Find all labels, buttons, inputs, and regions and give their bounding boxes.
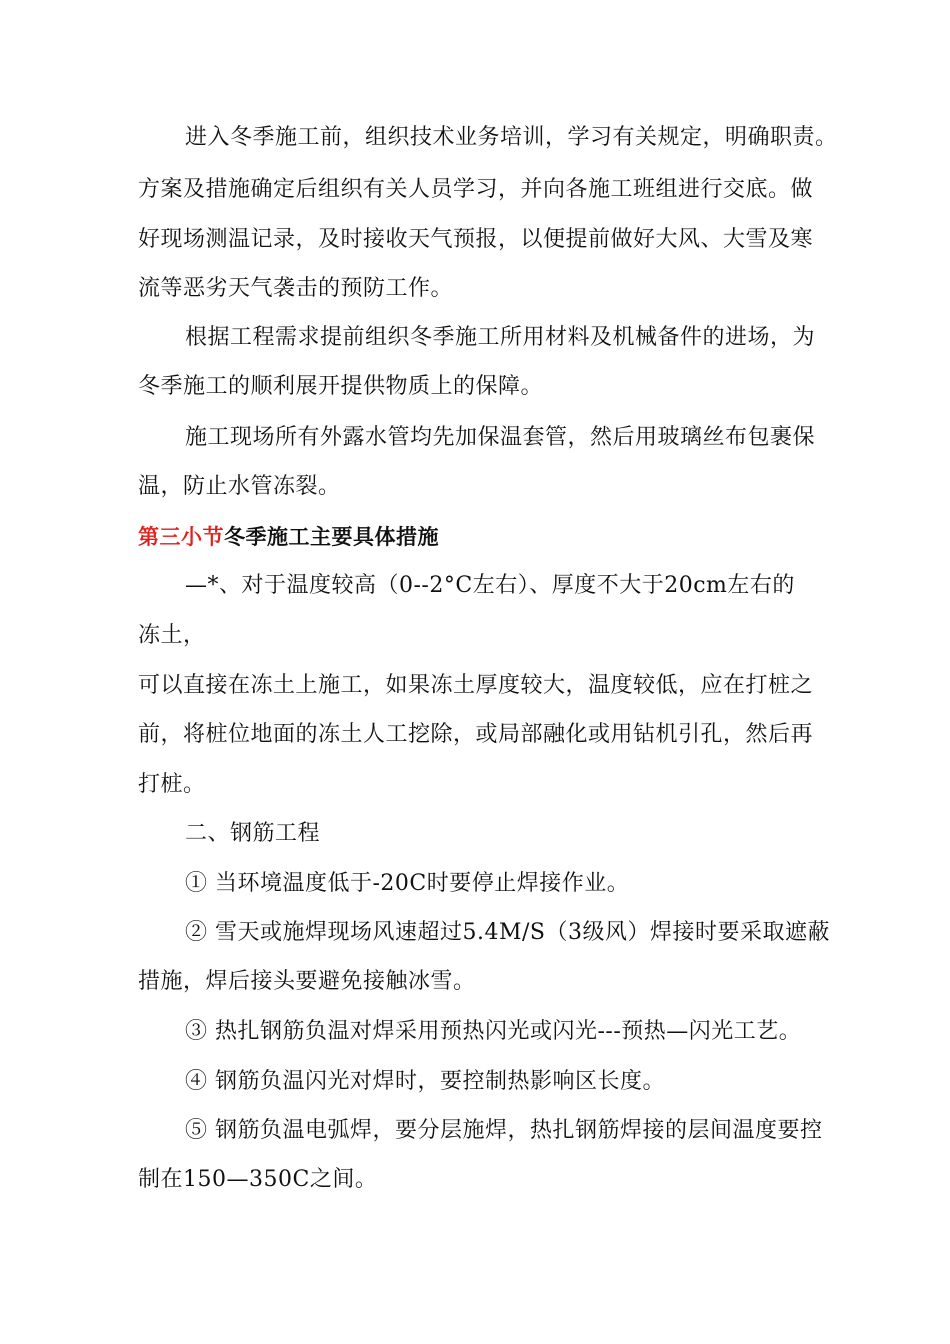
list-item-5-line-1: ⑤ 钢筋负温电弧焊，要分层施焊，热扎钢筋焊接的层间温度要控	[185, 1118, 823, 1143]
paragraph-1-line-4: 流等恶劣天气袭击的预防工作。	[138, 276, 454, 301]
paragraph-2-line-2: 冬季施工的顺利展开提供物质上的保障。	[138, 374, 544, 399]
section-2-title: 二、钢筋工程	[185, 821, 321, 846]
paragraph-3-line-2: 温，防止水管冻裂。	[138, 474, 341, 499]
paragraph-2-line-1: 根据工程需求提前组织冬季施工所用材料及机械备件的进场，为	[185, 325, 816, 350]
list-item-4: ④ 钢筋负温闪光对焊时，要控制热影响区长度。	[185, 1069, 665, 1094]
section-heading-number: 第三小节	[138, 525, 224, 549]
section-heading	[138, 522, 439, 552]
list-item-5-line-2: 制在150—350C之间。	[138, 1167, 378, 1192]
paragraph-4-line-1: —*、对于温度较高（0--2°C左右）、厚度不大于20cm左右的	[185, 573, 795, 598]
paragraph-1-line-1: 进入冬季施工前，组织技术业务培训，学习有关规定，明确职责。	[185, 125, 838, 150]
list-item-3: ③ 热扎钢筋负温对焊采用预热闪光或闪光---预热—闪光工艺。	[185, 1019, 802, 1044]
paragraph-4-line-5: 打桩。	[138, 772, 206, 797]
paragraph-4-line-3: 可以直接在冻土上施工，如果冻土厚度较大，温度较低，应在打桩之	[138, 673, 814, 698]
list-item-2-line-2: 措施，焊后接头要避免接触冰雪。	[138, 969, 476, 994]
section-heading-title: 冬季施工主要具体措施	[224, 525, 439, 549]
paragraph-3-line-1: 施工现场所有外露水管均先加保温套管，然后用玻璃丝布包裹保	[185, 425, 816, 450]
paragraph-1-line-2: 方案及措施确定后组织有关人员学习，并向各施工班组进行交底。做	[138, 177, 814, 202]
list-item-2-line-1: ② 雪天或施焊现场风速超过5.4M/S（3级风）焊接时要采取遮蔽	[185, 920, 830, 945]
paragraph-4-line-4: 前，将桩位地面的冻土人工挖除，或局部融化或用钻机引孔，然后再	[138, 722, 814, 747]
paragraph-4-line-2: 冻土，	[138, 623, 206, 648]
list-item-1: ① 当环境温度低于-20C时要停止焊接作业。	[185, 871, 630, 896]
paragraph-1-line-3: 好现场测温记录，及时接收天气预报，以便提前做好大风、大雪及寒	[138, 227, 814, 252]
